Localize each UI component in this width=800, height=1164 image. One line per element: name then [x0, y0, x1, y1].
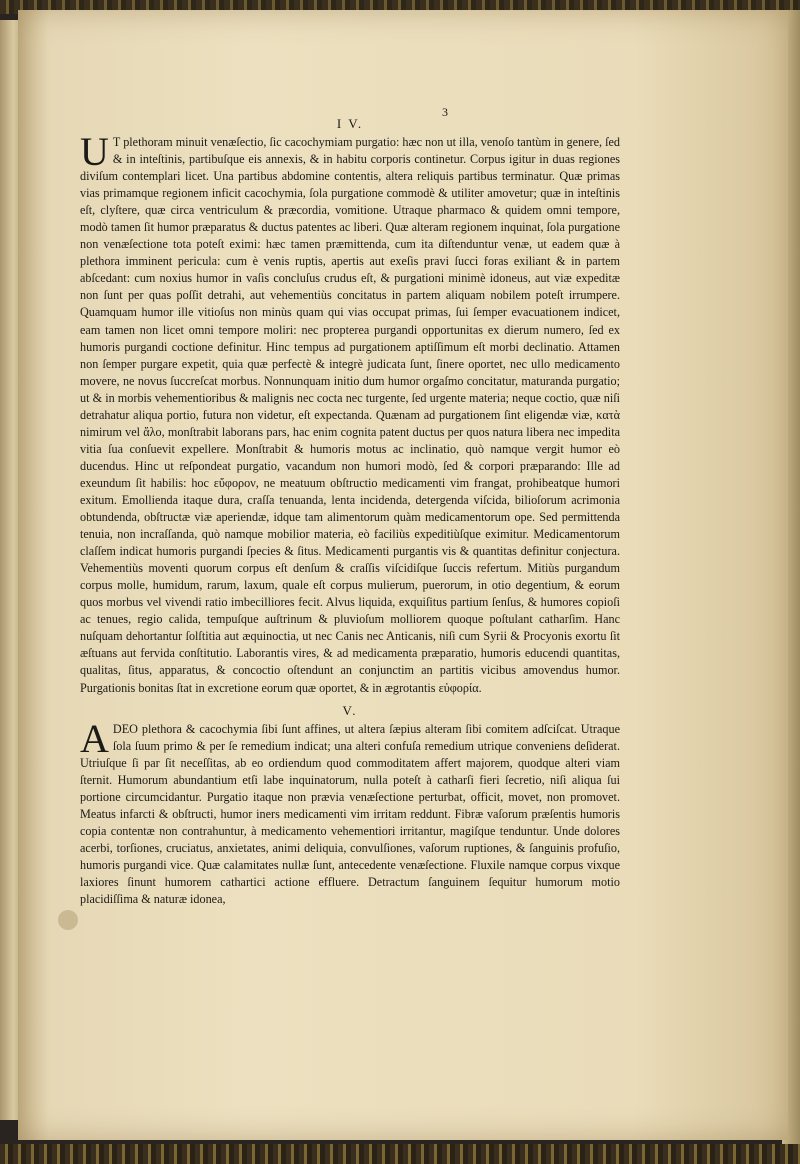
section-iv-body: T plethoram minuit venæſectio, ſic cacochymiam purgatio: hæc non ut illa, venoſo tantùm in genere, ſed & in inteſtinis, partibuſque eis annexis, & in habitu corporis continetur. Corpus igitur in duas regiones diviſum contemplari licet. Una partibus abdomine contentis, altera reliquis partibus terminatur. Quæ primas vias primamque regionem inficit cacochymia, ſola purgatione commodè & utiliter amovetur; quæ in inteſtinis eſt, clyſtere, quæ circa ventriculum & præcordia, vomitione. Utraque pharmaco & quidem omni tempore, modò tamen ſit humor præparatus & ductus patentes ac liberi. Quæ alteram regionem inquinat, ſola purgatione non venæſectione tota poteſt eximi: hæc tamen præmittenda, cum ita diſtenduntur venæ, ut eadem quæ à plethora imminent pericula: cum è venis ruptis, apertis aut exeſis pravi ſucci foras exiliant & in partem abſcedant: cum noxius humor in vaſis concluſus crudus eſt, & purgationi minimè idoneus, aut viæ expeditæ non ſunt per quas poſſit detrahi, aut vehementiùs concitatus in partem aliquam nobilem poteſt irrumpere. Quamquam humor ille vitioſus non minùs quam qui vias occupat primas, ſui ſemper evacuationem indicet, eam tamen non licet omni tempore moliri: nec propterea purgandi opportunitas ex dierum numero, ſed ex humoris purgandi coctione definitur. Hinc tempus ad purgationem aptiſſimum eſt morbi declinatio. Attamen non ſemper purgare expetit, quia quæ perfectè & integrè judicata ſunt, ſinere oportet, nec ullo medicamento movere, ne novus ſuccreſcat morbus. Nonnunquam initio dum humor orgaſmo concitatur, maturanda purgatio; ut & in morbis vehementioribus & malignis nec cocta nec turgente, ſed urgente materia; neque coctio, quæ niſi detrahatur aliqua portio, futura non videtur, eſt expectanda. Quænam ad purgationem ſint eligendæ viæ, κατὰ nimirum vel ἄλο, monſtrabit laborans pars, hac enim cognita patent ductus per quos natura libera nec impedita vitia ſua conſuevit expellere. Monſtrabit & humoris motus ac inclinatio, quò namque vergit humor eò ducendus. Hinc ut reſpondeat purgatio, vacandum non humori modò, ſed & corpori præparando: Ille ad exeundum ſit habilis: hoc εὔφορον, ne meatuum obſtructio medicamenti vim frangat, prohibeatque humori exitum. Emollienda itaque dura, craſſa tenuanda, lenta incidenda, detergenda viſcida, bilioſorum acrimonia obtundenda, obſtructæ viæ aperiendæ, idque tam alimentorum quàm medicamentorum ope. Sed permittenda tenuia, non incraſſanda, quò namque mobilior materia, eò faciliùs expeditiùſque eximitur. Medicamentorum claſſem indicat humoris purgandi ſpecies & ſitus. Medicamenti purgantis vis & quantitas definitur conjectura. Vehementiùs moventi quorum corpus eſt denſum & craſſis viſcidiſque ſuccis refertum. Mitiùs purgandum corpus molle, humidum, rarum, laxum, quale eſt corpus mulierum, puerorum, in otio degentium, & eorum quos morbus vel vivendi ratio imbecilliores fecit. Alvus liquida, exquiſitus partium ſenſus, & humores copioſi ac tenues, regio calida, tempuſque auſtrinum & pluvioſum molliorem quoque poſtulant catharſim. Hanc nuſquam dehortantur ſolſtitia aut æquinoctia, ut nec Canis nec Anticanis, niſi cum Syrii & Procyonis exortu ſit æſtuans aut fervida conſtitutio. Laborantis vires, & ad medicamenta præparatio, humoris educendi quantitas, qualitas, ſitus, apparatus, & concoctio oſtendunt an conjunctim an partitis vicibus amovendus humor. Purgationis bonitas ſtat in excretione eorum quæ oportet, & in ægrotantis εὐφορία.	[80, 135, 620, 695]
dropcap-a: A	[80, 715, 109, 761]
section-v-body: DEO plethora & cacochymia ſibi ſunt affines, ut altera ſæpius alteram ſibi comitem adſciſcat. Utraque ſola ſuum primo & per ſe remedium indicat; una alteri confuſa remedium utrique conveniens deſiderat. Utriuſque ſi par ſit neceſſitas, ab eo ordiendum quod commoditatem affert majorem, quodque alteri viam ſternit. Humorum abundantium etſi labe inquinatorum, nulla poteſt à catharſi fieri ſecretio, niſi aliqua ſui portione circumcidantur. Purgatio itaque non prævia venæſectione perturbat, officit, movet, non promovet. Meatus infarcti & obſtructi, humor iners medicamenti vim irritam reddunt. Fibræ vaſorum præſentis humoris copia contentæ non contrahuntur, à medicamento vehementiori irritantur, magiſque tenduntur. Unde dolores acerbi, torſiones, cruciatus, anxietates, animi deliquia, convulſiones, vaſorum ruptiones, & ſanguinis profuſio, humoris purgandi vice. Quæ calamitates nullæ ſunt, antecedente venæſectione. Fluxile namque corpus vixque laxiores ſinunt humorem cathartici actione effluere. Detractum ſanguinem ſequitur humorum motio placidiſſima & naturæ idonea,	[80, 721, 620, 907]
page-mark: 3	[442, 105, 448, 119]
paper-stain	[58, 910, 78, 930]
section-v-paragraph	[80, 715, 620, 909]
dropcap-u: U	[80, 129, 109, 174]
section-title-v: V.	[342, 702, 358, 718]
book-binding-bottom	[0, 1144, 800, 1164]
book-page	[18, 10, 788, 1140]
section-title-iv: I V.	[336, 116, 364, 131]
section-iv-paragraph	[80, 129, 620, 697]
text-column	[80, 105, 620, 908]
